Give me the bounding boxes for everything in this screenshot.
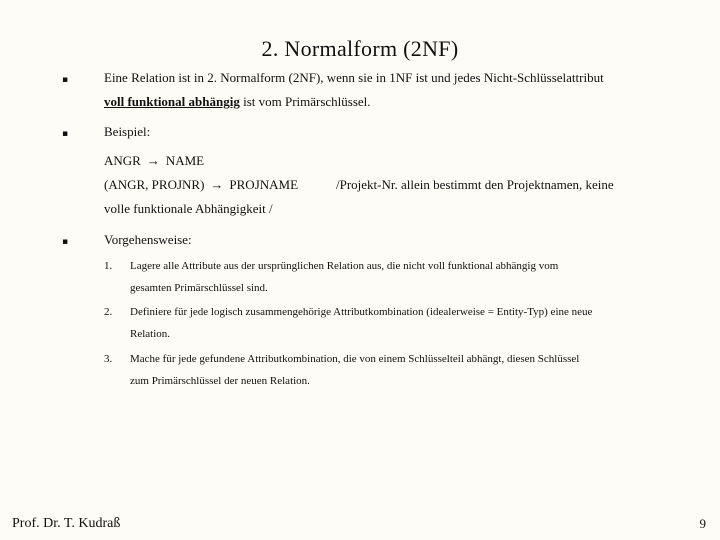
example-2-note-cont: volle funktionale Abhängigkeit / [104, 201, 273, 216]
example-2-left: (ANGR, PROJNR) [104, 177, 205, 192]
example-label: Beispiel: [104, 124, 151, 139]
step-number: 2. [104, 306, 113, 318]
step-line: gesamten Primärschlüssel sind. [130, 282, 268, 294]
step-line: zum Primärschlüssel der neuen Relation. [130, 375, 310, 387]
example-line-1 [104, 149, 674, 173]
step-number: 1. [104, 260, 113, 272]
step-line: Lagere alle Attribute aus der ursprünglichen Relation aus, die nicht voll funktional abhängig vom [130, 260, 559, 272]
example-2-right: PROJNAME [229, 177, 299, 192]
step-text [130, 348, 670, 392]
step-text [130, 301, 670, 345]
definition-text-before: Eine Relation ist in 2. Normalform (2NF), wenn sie in 1NF ist und jedes Nicht-Schlüsselattribut [104, 70, 604, 85]
step-line: Definiere für jede logisch zusammengehörige Attributkombination (idealerweise = Entity-Typ) eine neue [130, 306, 593, 318]
step-number: 3. [104, 353, 113, 365]
page-number: 9 [699, 516, 706, 531]
step-line: Mache für jede gefundene Attributkombination, die von einem Schlüsselteil abhängt, diesen Schlüssel [130, 353, 580, 365]
example-1-left: ANGR [104, 153, 141, 168]
example-2-note: /Projekt-Nr. allein bestimmt den Projektnamen, keine [336, 177, 614, 192]
example-1-right: NAME [165, 153, 205, 168]
procedure-label: Vorgehensweise: [104, 232, 192, 247]
bullet-marker: ▪ [62, 75, 69, 85]
bullet-marker: ▪ [62, 129, 69, 139]
step-text [130, 255, 670, 299]
step-line: Relation. [130, 328, 171, 340]
definition-emphasis: voll funktional abhängig [104, 94, 240, 109]
definition-text-after: ist vom Primärschlüssel. [243, 94, 371, 109]
slide-title: 2. Normalform (2NF) [261, 36, 459, 61]
arrow-icon: → [146, 153, 160, 168]
arrow-icon: → [210, 177, 224, 192]
footer-author: Prof. Dr. T. Kudraß [12, 516, 121, 531]
bullet-marker: ▪ [62, 237, 69, 247]
definition-text [104, 66, 674, 114]
